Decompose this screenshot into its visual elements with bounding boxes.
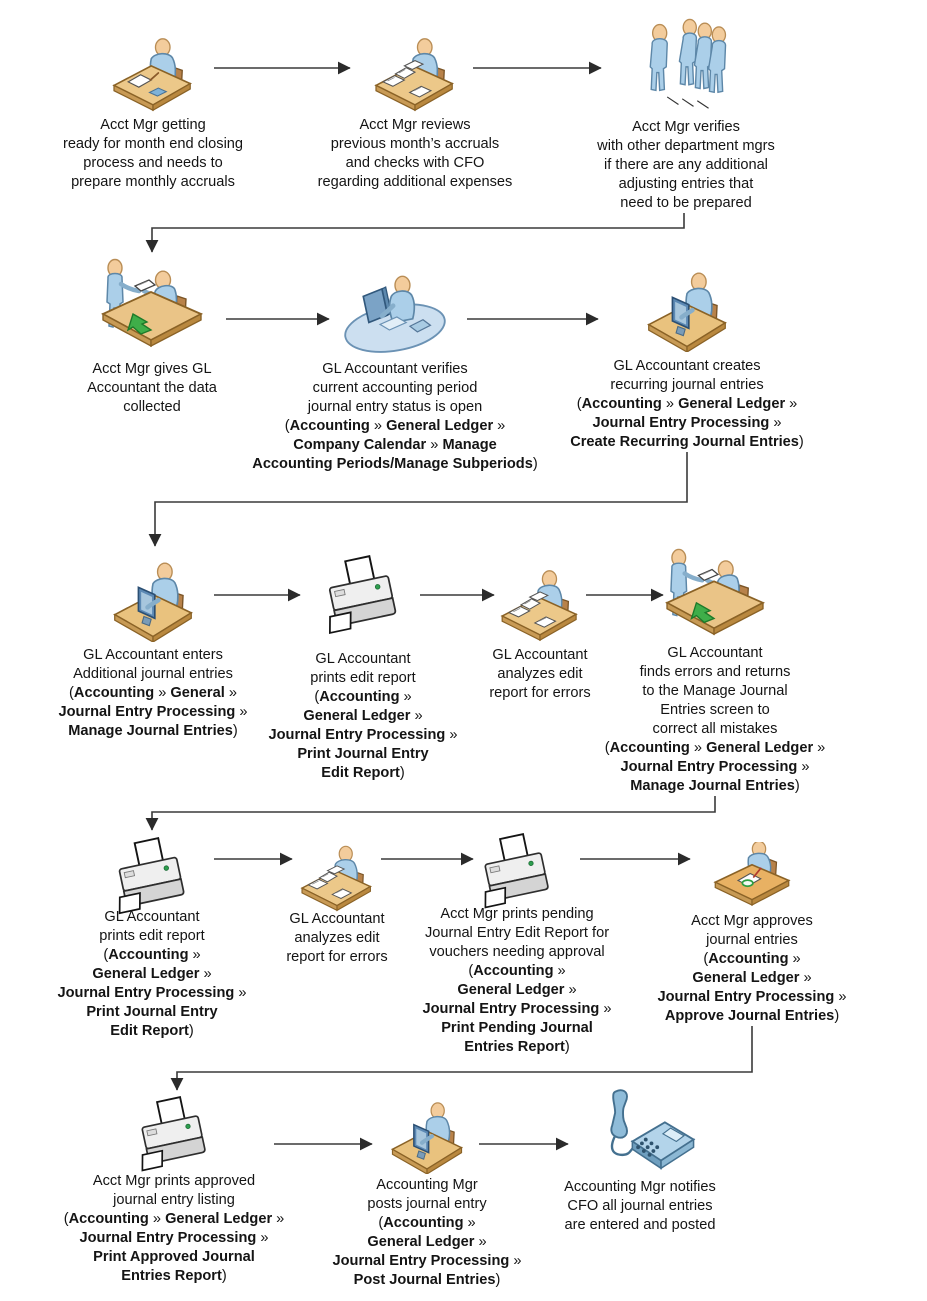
printer-icon bbox=[319, 552, 407, 646]
flow-step-5-1-caption: Acct Mgr prints approved journal entry listing (Accounting » General Ledger » Journal Entry Processing » Print Approved Journal Entries Report) bbox=[63, 1173, 285, 1284]
flow-step-2-1-caption: Acct Mgr gives GL Accountant the data collected bbox=[87, 361, 217, 415]
flow-step-3-3-caption: GL Accountant analyzes edit report for errors bbox=[489, 647, 591, 701]
flow-step-2-3-caption: GL Accountant creates recurring journal entries (Accounting » General Ledger » Journal Entry Processing » Create Recurring Journal Entries) bbox=[570, 358, 804, 450]
flow-step-1-2-caption: Acct Mgr reviews previous month’s accruals and checks with CFO regarding additional expenses bbox=[317, 117, 513, 190]
flow-step-4-4-caption: Acct Mgr approves journal entries (Accounting » General Ledger » Journal Entry Processing » Approve Journal Entries) bbox=[657, 913, 847, 1024]
flow-step-3-2-caption: GL Accountant prints edit report (Accounting » General Ledger » Journal Entry Processing » Print Journal Entry Edit Report) bbox=[268, 651, 458, 781]
person-at-computer-icon bbox=[383, 1100, 471, 1174]
group-of-people-icon bbox=[634, 18, 738, 112]
flow-step-5-3-caption: Accounting Mgr notifies CFO all journal entries are entered and posted bbox=[564, 1179, 716, 1233]
flow-step-3-1-caption: GL Accountant enters Additional journal entries (Accounting » General » Journal Entry Processing » Manage Journal Entries) bbox=[58, 647, 248, 739]
person-at-workstation-icon bbox=[336, 274, 454, 358]
person-approving-icon bbox=[707, 842, 797, 912]
flow-step-3-4-caption: GL Accountant finds errors and returns to the Manage Journal Entries screen to correct all mistakes (Accounting » General Ledger » Journal Entry Processing » Manage Journal Entries) bbox=[604, 645, 826, 794]
person-writing-at-desk-icon bbox=[107, 34, 199, 112]
flow-step-5-2-caption: Accounting Mgr posts journal entry (Accounting » General Ledger » Journal Entry Processing » Post Journal Entries) bbox=[332, 1177, 522, 1288]
flow-elbow-connector bbox=[152, 796, 715, 830]
flow-elbow-connector bbox=[152, 213, 684, 252]
document-handoff-icon bbox=[661, 548, 769, 642]
person-reviewing-papers-icon bbox=[497, 566, 583, 642]
document-handoff-icon bbox=[97, 258, 207, 354]
person-at-computer-icon bbox=[107, 560, 199, 642]
printer-icon bbox=[132, 1094, 216, 1182]
flow-step-1-3-caption: Acct Mgr verifies with other department mgrs if there are any additional adjusting entries that need to be prepared bbox=[597, 119, 775, 211]
telephone-icon bbox=[578, 1086, 702, 1174]
flow-step-4-1-caption: GL Accountant prints edit report (Accounting » General Ledger » Journal Entry Processing » Print Journal Entry Edit Report) bbox=[57, 909, 247, 1039]
person-at-computer-icon bbox=[641, 270, 733, 352]
person-reviewing-papers-icon bbox=[296, 842, 378, 912]
flow-step-1-1-caption: Acct Mgr getting ready for month end closing process and needs to prepare monthly accruals bbox=[62, 117, 244, 190]
flow-step-4-2-caption: GL Accountant analyzes edit report for errors bbox=[286, 911, 388, 965]
flow-step-4-3-caption: Acct Mgr prints pending Journal Entry Edit Report for vouchers needing approval (Accounting » General Ledger » Journal Entry Processing » Print Pending Journal Entries Report) bbox=[422, 906, 612, 1055]
person-reviewing-papers-icon bbox=[369, 34, 461, 112]
flow-step-2-2-caption: GL Accountant verifies current accounting period journal entry status is open (Accounting » General Ledger » Company Calendar » Manage Accounting Periods/Manage Subperiods) bbox=[252, 361, 538, 472]
